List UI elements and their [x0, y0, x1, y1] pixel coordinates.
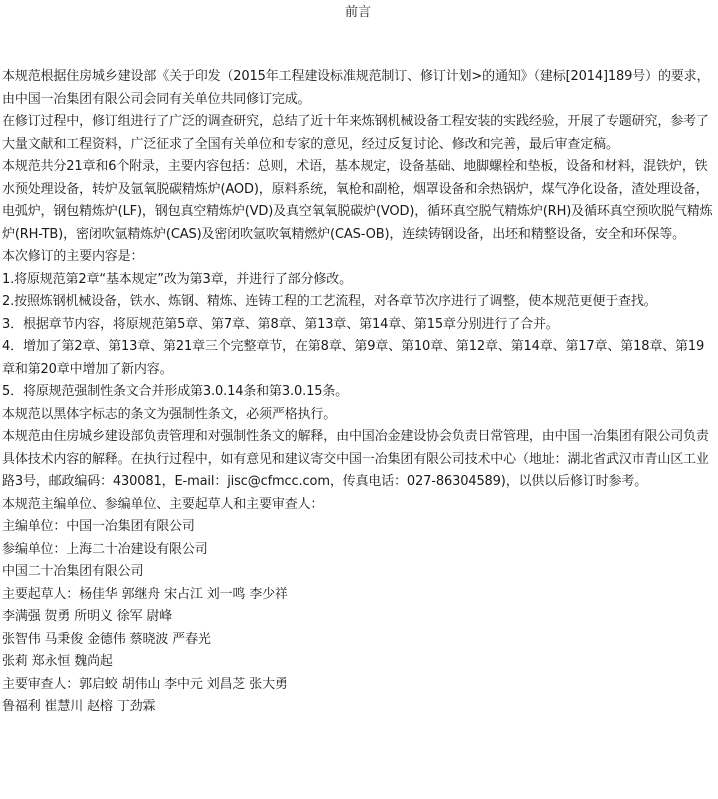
paragraph-contributors-heading: 本规范主编单位、参编单位、主要起草人和主要审查人：: [2, 496, 324, 512]
revision-item-3: 3．根据章节内容，将原规范第5章、第7章、第8章、第13章、第14章、第15章分别进行了合并。: [2, 316, 559, 332]
drafters-line-4: 张莉 郑永恒 魏尚起: [2, 654, 113, 669]
drafters-line-1: 主要起草人：杨佳华 郭继舟 宋占江 刘一鸣 李少祥: [2, 586, 288, 602]
revision-item-1: 1.将原规范第2章“基本规定”改为第3章，并进行了部分修改。: [2, 271, 352, 287]
paragraph-main-content: 本规范共分21章和6个附录，主要内容包括：总则，术语，基本规定，设备基础、地脚螺栓和垫板，设备和材料，混铁炉，铁水预处理设备，转炉及氩氧脱碳精炼炉(AOD)，原料系统，氧枪和副枪，烟罩设备和余热锅炉，煤气净化设备，渣处理设备，电弧炉，钢包精炼炉(LF)，钢包真空精炼炉(VD)及真空氧氧脱碳炉(VOD)，循环真空脱气精炼炉(RH)及循环真空预吹脱气精炼炉(RH-TB)，密闭吹氩精炼炉(CAS)及密闭吹氩吹氧精燃炉(CAS-OB)，连续铸钢设备，出坯和精整设备，安全和环保等。: [2, 159, 713, 242]
drafters-line-3: 张智伟 马秉俊 金德伟 蔡晓波 严春光: [2, 631, 211, 647]
participating-unit-2: 中国二十冶集团有限公司: [2, 564, 144, 579]
paragraph-mandatory-clauses: 本规范以黑体字标志的条文为强制性条文，必须严格执行。: [2, 406, 337, 422]
chief-editor-unit: 主编单位：中国一冶集团有限公司: [2, 519, 195, 534]
revision-item-5: 5．将原规范强制性条文合并形成第3.0.14条和第3.0.15条。: [2, 384, 349, 399]
participating-unit-1: 参编单位：上海二十冶建设有限公司: [2, 541, 208, 557]
paragraph-revision-process: 在修订过程中，修订组进行了广泛的调查研究，总结了近十年来炼钢机械设备工程安装的实践经验，开展了专题研究，参考了大量文献和工程资料，广泛征求了全国有关单位和专家的意见，经过反复讨论、修改和完善，最后审查定稿。: [2, 114, 709, 152]
paragraph-management: 本规范由住房城乡建设部负责管理和对强制性条文的解释，由中国冶金建设协会负责日常管理，由中国一冶集团有限公司负责具体技术内容的解释。在执行过程中，如有意见和建议寄交中国一冶集团有限公司技术中心（地址：湖北省武汉市青山区工业路3号，邮政编码：430081，E-mail：jisc@cfmcc.com，传真电话：027-86304589)，以供以后修订时参考。: [2, 429, 709, 489]
reviewers-line-1: 主要审查人：郭启蛟 胡伟山 李中元 刘昌芝 张大勇: [2, 676, 288, 692]
drafters-line-2: 李满强 贺勇 所明义 徐军 尉峰: [2, 609, 173, 624]
revision-item-2: 2.按照炼钢机械设备，铁水、炼钢、精炼、连铸工程的工艺流程，对各章节次序进行了调整，使本规范更便于查找。: [2, 294, 657, 309]
document-title: 前言: [344, 5, 371, 20]
revision-item-4: 4．增加了第2章、第13章、第21章三个完整章节，在第8章、第9章、第10章、第12章、第14章、第17章、第18章、第19章和第20章中增加了新内容。: [2, 339, 705, 377]
reviewers-line-2: 鲁福利 崔慧川 赵榕 丁劲霖: [2, 699, 156, 714]
title-spacer: [2, 22, 714, 66]
paragraph-revision-heading: 本次修订的主要内容是：: [2, 249, 144, 264]
paragraph-revision-basis: 本规范根据住房城乡建设部《关于印发（2015年工程建设标准规范制订、修订计划>的通知》（建标[2014]189号）的要求，由中国一冶集团有限公司会同有关单位共同修订完成。: [2, 69, 710, 107]
